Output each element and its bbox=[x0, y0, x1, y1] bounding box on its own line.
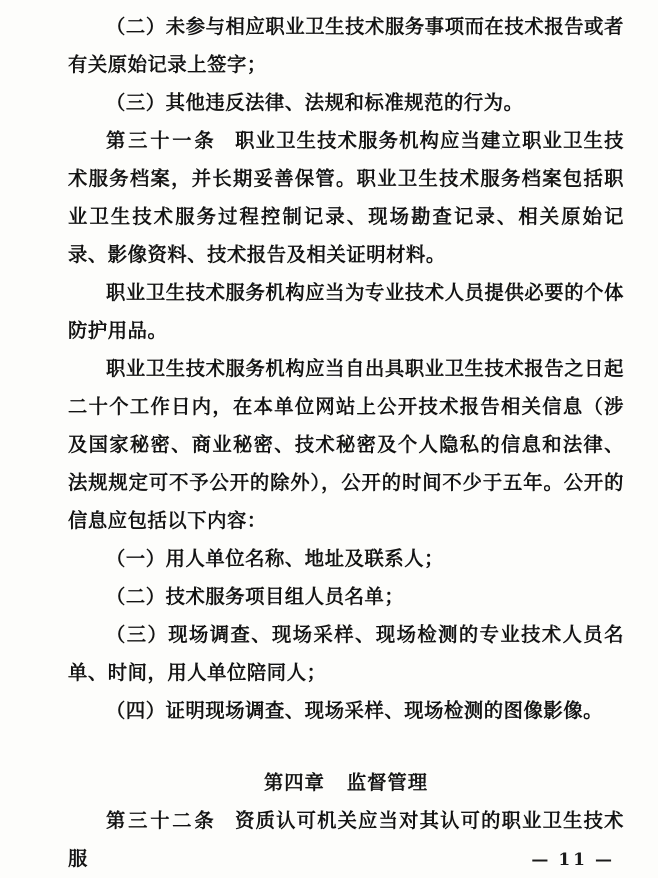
article-32-lead: 第三十二条 bbox=[106, 809, 217, 832]
footer-left-dash: — bbox=[531, 850, 552, 870]
paragraph-article-31 bbox=[68, 122, 624, 274]
paragraph-sub-item-2: （二）技术服务项目组人员名单； bbox=[106, 585, 405, 608]
article-32-body: 资质认可机关应当对其认可的职业卫生技术服 bbox=[68, 809, 624, 870]
chapter-heading bbox=[68, 764, 624, 802]
page-number: 11 bbox=[558, 850, 588, 870]
paragraph-item-2: （二）未参与相应职业卫生技术服务事项而在技术报告或者有关原始记录上签字； bbox=[68, 15, 624, 76]
article-31-body: 职业卫生技术服务机构应当建立职业卫生技术服务档案，并长期妥善保管。职业卫生技术服务档案包括职业卫生技术服务过程控制记录、现场勘查记录、相关原始记录、影像资料、技术报告及相关证明材料。 bbox=[68, 129, 624, 266]
paragraph-sub-item-1: （一）用人单位名称、地址及联系人； bbox=[106, 547, 444, 570]
article-31-lead: 第三十一条 bbox=[106, 129, 217, 152]
paragraph-article-31-p2: 职业卫生技术服务机构应当为专业技术人员提供必要的个体防护用品。 bbox=[68, 281, 624, 342]
paragraph-article-31-p3: 职业卫生技术服务机构应当自出具职业卫生技术报告之日起二十个工作日内，在本单位网站上公开技术报告相关信息（涉及国家秘密、商业秘密、技术秘密及个人隐私的信息和法律、法规规定可不予公开的除外），公开的时间不少于五年。公开的信息应包括以下内容： bbox=[68, 357, 624, 532]
paragraph-item-3: （三）其他违反法律、法规和标准规范的行为。 bbox=[106, 91, 524, 114]
chapter-number: 第四章 bbox=[264, 771, 325, 794]
page-footer bbox=[524, 850, 622, 870]
paragraph-sub-item-3: （三）现场调查、现场采样、现场检测的专业技术人员名单、时间，用人单位陪同人； bbox=[68, 623, 624, 684]
page-content bbox=[68, 8, 624, 878]
paragraph-sub-item-4: （四）证明现场调查、现场采样、现场检测的图像影像。 bbox=[106, 699, 604, 722]
chapter-title: 监督管理 bbox=[346, 771, 428, 794]
footer-right-dash: — bbox=[595, 850, 615, 870]
